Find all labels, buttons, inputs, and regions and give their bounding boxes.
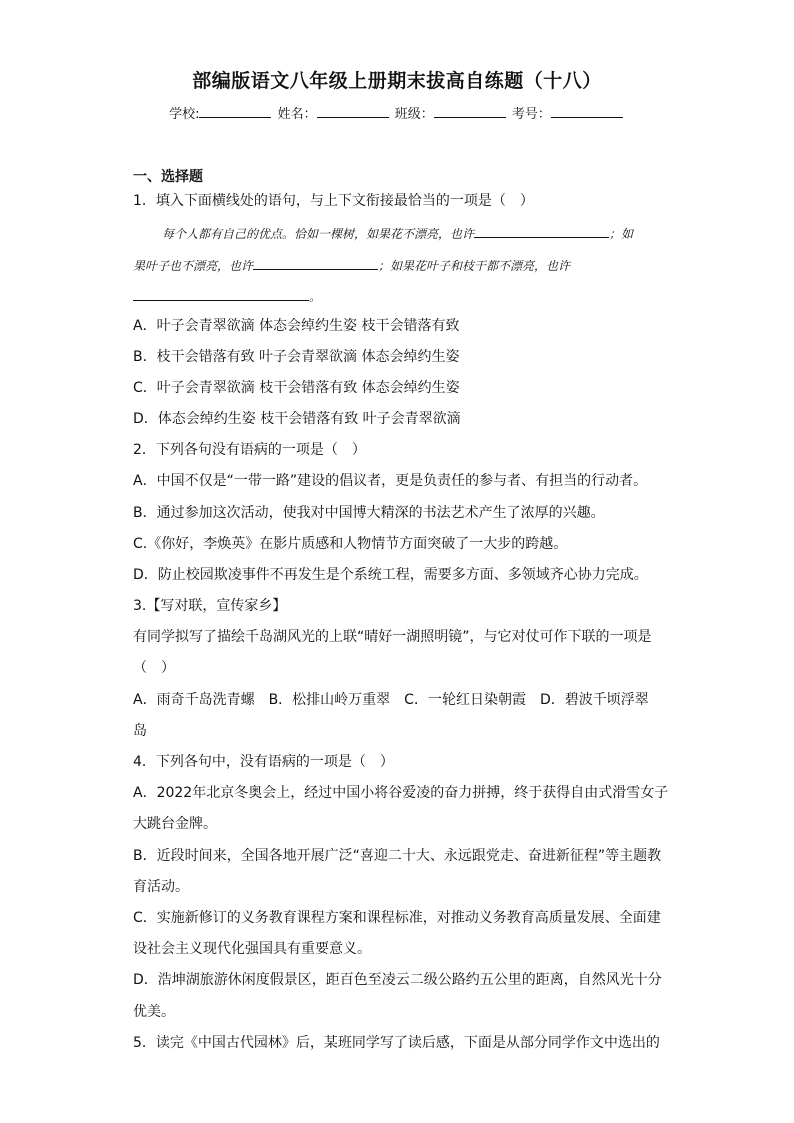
q1-option-c[interactable]: C．叶子会青翠欲滴 枝干会错落有致 体态会绰约生姿 [133, 380, 460, 396]
q3-stem: 3.【写对联，宣传家乡】 [133, 598, 287, 614]
q1-option-a[interactable]: A．叶子会青翠欲滴 体态会绰约生姿 枝干会错落有致 [133, 318, 460, 334]
q1-passage-line1: 每个人都有自己的优点。恰如一棵树，如果花不漂亮，也许 ；如 [162, 224, 633, 243]
number-label: 考号： [511, 107, 551, 122]
school-blank[interactable] [199, 105, 271, 118]
q2-option-b[interactable]: B．通过参加这次活动，使我对中国博大精深的书法艺术产生了浓厚的兴趣。 [133, 505, 605, 521]
q4-option-c-cont: 设社会主义现代化强国具有重要意义。 [133, 941, 371, 957]
class-blank[interactable] [434, 105, 506, 118]
q4-option-d-cont: 优美。 [133, 1004, 175, 1020]
q4-stem: 4．下列各句中，没有语病的一项是（ ） [133, 754, 394, 770]
q2-option-d[interactable]: D．防止校园欺凌事件不再发生是个系统工程，需要多方面、多领域齐心协力完成。 [133, 567, 648, 583]
q4-option-b-cont: 育活动。 [133, 879, 189, 895]
q3-text-line1: 有同学拟写了描绘千岛湖风光的上联“晴好一湖照明镜”，与它对仗可作下联的一项是 [133, 629, 652, 645]
q1-option-b[interactable]: B．枝干会错落有致 叶子会青翠欲滴 体态会绰约生姿 [133, 349, 460, 365]
q3-options-cont: 岛 [133, 723, 147, 739]
q1-option-d[interactable]: D．体态会绰约生姿 枝干会错落有致 叶子会青翠欲滴 [133, 411, 461, 427]
q1-passage-line2: 果叶子也不漂亮，也许 ；如果花叶子和枝干都不漂亮，也许 [133, 256, 570, 275]
q2-stem: 2．下列各句没有语病的一项是（ ） [133, 442, 366, 458]
q1-blank-1[interactable] [474, 224, 609, 238]
q1-blank-3[interactable] [133, 287, 309, 301]
q1-blank-2[interactable] [253, 256, 378, 270]
q2-option-a[interactable]: A．中国不仅是“一带一路”建设的倡议者，更是负责任的参与者、有担当的行动者。 [133, 473, 648, 489]
q3-options[interactable]: A．雨奇千岛洗青螺 B．松排山岭万重翠 C．一轮红日染朝霞 D．碧波千顷浮翠 [133, 692, 649, 708]
q4-option-d[interactable]: D．浩坤湖旅游休闲度假景区，距百色至凌云二级公路约五公里的距离，自然风光十分 [133, 972, 662, 988]
number-blank[interactable] [551, 105, 623, 118]
q4-option-a-cont: 大跳台金牌。 [133, 816, 217, 832]
section-heading: 一、选择题 [133, 169, 203, 185]
q4-option-b[interactable]: B．近段时间来，全国各地开展广泛“喜迎二十大、永远跟党走、奋进新征程”等主题教 [133, 848, 662, 864]
class-label: 班级： [394, 107, 434, 122]
q2-option-c[interactable]: C.《你好，李焕英》在影片质感和人物情节方面突破了一大步的跨越。 [133, 536, 568, 552]
name-blank[interactable] [317, 105, 389, 118]
school-label: 学校: [169, 107, 200, 122]
q5-stem: 5．读完《中国古代园林》后，某班同学写了读后感，下面是从部分同学作文中选出的 [133, 1035, 660, 1051]
q1-stem: 1．填入下面横线处的语句，与上下文衔接最恰当的一项是（ ） [133, 193, 534, 209]
q3-text-line2: （ ） [133, 660, 175, 676]
q1-passage-line3: 。 [133, 287, 321, 306]
q4-option-c[interactable]: C．实施新修订的义务教育课程方案和课程标准，对推动义务教育高质量发展、全面建 [133, 910, 661, 926]
q4-option-a[interactable]: A．2022年北京冬奥会上，经过中国小将谷爱凌的奋力拼搏，终于获得自由式滑雪女子 [133, 785, 669, 801]
student-info-line [0, 103, 794, 122]
name-label: 姓名： [277, 107, 317, 122]
page-title: 部编版语文八年级上册期末拔高自练题（十八） [192, 70, 602, 92]
